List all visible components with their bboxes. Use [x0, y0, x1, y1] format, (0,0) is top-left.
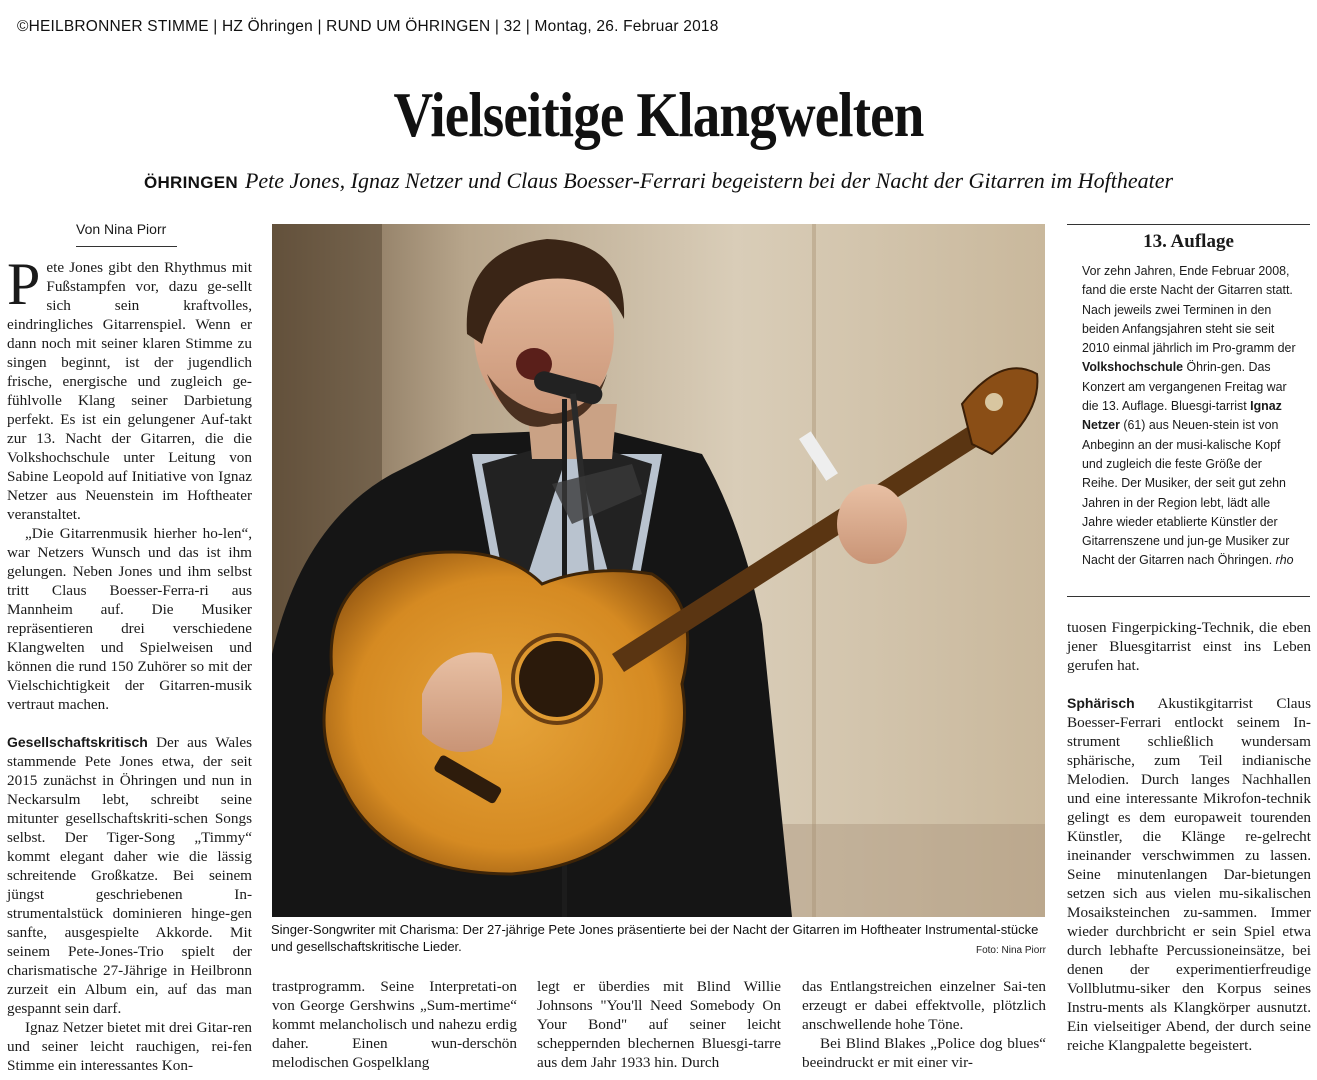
article-column-1: [7, 251, 253, 1075]
article-column-4: [802, 977, 1046, 1072]
info-box-rule: [1067, 596, 1310, 597]
info-text: Vor zehn Jahren, Ende Februar 2008, fand die erste Nacht der Gitarren statt. Nach jeweils zwei Terminen in den beiden Anfangsjahren steht sie seit 2010 einmal jährlich im Pro-gramm der: [1082, 263, 1296, 356]
article-paragraph: „Die Gitarrenmusik hierher ho-len“, war Netzers Wunsch und das ist ihm gelungen. Neben Jones und ihm selbst tritt Claus Boesser-Ferra-ri aus Mannheim auf. Die Musiker repräsentieren drei verschiedene Klangwelten und Spielweisen und können die rund 150 Zuhörer so mit der Vielschichtigkeit der Gitarren-musik vertraut machen.: [7, 525, 252, 713]
guitarist-image: [272, 224, 1045, 917]
article-column-3: [537, 977, 781, 1072]
publication-header: ©HEILBRONNER STIMME | HZ Öhringen | RUND UM ÖHRINGEN | 32 | Montag, 26. Februar 2018: [17, 18, 719, 35]
subheadline: [0, 168, 1317, 194]
article-paragraph: legt er überdies mit Blind Willie Johnsons "You'll Need Somebody On Your Bond" auf seiner leicht scheppernden blechernen Bluesgi-tarre aus dem Jahr 1933 hin. Durch: [537, 978, 781, 1071]
article-paragraph: tuosen Fingerpicking-Technik, die eben jener Bluesgitarrist einst ins Leben gerufen hat.: [1067, 619, 1311, 674]
subheadline-text: Pete Jones, Ignaz Netzer und Claus Boesser-Ferrari begeistern bei der Nacht der Gitarren im Hoftheater: [244, 168, 1174, 193]
info-text: Öhrin-gen. Das Konzert am vergangenen Freitag war die 13. Auflage. Bluesgi-tarrist: [1082, 359, 1287, 414]
article-paragraph: Ignaz Netzer bietet mit drei Gitar-ren und seiner leicht rauchigen, rei-fen Stimme ein interessantes Kon-: [7, 1019, 252, 1074]
author-sign: rho: [1275, 552, 1294, 568]
info-text: (61) aus Neuen-stein ist von Anbeginn an der musi-kalische Kopf und zugleich die feste Größe der Reihe. Der Musiker, der seit gut zehn Jahren in der Region lebt, lädt alle Jahre wieder etablierte Künstler der Gitarrenszene und jun-ge Musiker zur Nacht der Gitarren nach Öhringen.: [1082, 417, 1290, 568]
article-paragraph: trastprogramm. Seine Interpretati-on von George Gershwins „Sum-mertime“ kommt melancholisch und nahezu erdig daher. Einen wun-derschön melodischen Gospelklang: [272, 978, 517, 1071]
paragraph-text: Akustikgitarrist Claus Boesser-Ferrari entlockt seinem In-strument schließlich wundersam sphärische, zum Teil indianische Melodien. Durch langes Nachhallen und eine interessante Mikrofon-technik gelingt es dem europaweit tourenden Künstler, die Klänge re-gelrecht ineinander verschwimmen zu lassen. Seine minutenlangen Dar-bietungen setzen sich aus vielen mu-sikalischen Mosaiksteinchen zu-sammen. Immer wieder durchbricht er sein Spiel etwa durch lebhafte Percussioneinsätze, bei denen der experimentierfreudige Vollblutmu-siker den Korpus seines Instru-ments als Klangkörper ausnutzt. Ein vielseitiger Abend, der durch seine reiche Klangpalette begeistert.: [1067, 695, 1311, 1054]
drop-cap: P: [7, 251, 41, 317]
info-box-text: [1082, 261, 1296, 570]
paragraph-text: Der aus Wales stammende Pete Jones etwa, der seit 2015 zunächst in Öhringen und nun in Neckarsulm lebt, schreibt seine mitunter gesellschaftskriti-schen Songs selbst. Der Tiger-Song „Timmy“ kommt elegant daher wie die lässig schreitende Großkatze. Bei seinem jüngst geschriebenen In-strumentalstück dominieren hinge-gen sanfte, ausgespielte Akkorde. Mit seinem Pete-Jones-Trio spielt der charismatische 27-Jährige in Heilbronn zurzeit ein Album ein, auf das man gespannt sein darf.: [7, 734, 253, 1017]
article-paragraph: [1067, 694, 1311, 1055]
byline-rule: [76, 246, 177, 247]
byline: Von Nina Piorr: [76, 221, 167, 237]
article-paragraph: [7, 733, 252, 1018]
article-paragraph: Bei Blind Blakes „Police dog blues“ beeindruckt er mit einer vir-: [802, 1035, 1046, 1071]
article-paragraph: das Entlangstreichen einzelner Sai-ten erzeugt er dabei effektvolle, plötzlich anschwellende hohe Töne.: [802, 978, 1046, 1033]
article-column-2: [272, 977, 517, 1072]
paragraph-text: ete Jones gibt den Rhythmus mit Fußstampfen vor, dazu ge-sellt sich sein kraftvolles, eindringliches Gitarrenspiel. Wenn er dann noch mit seiner klaren Stimme zu singen beginnt, ist der jugendlich frische, energische und zugleich ge-fühlvolle Klang seiner Darbietung perfekt. Es ist ein gelungener Auf-takt zur 13. Nacht der Gitarren, die die Volkshochschule unter Leitung von Sabine Leopold auf Initiative von Ignaz Netzer aus Neuenstein im Hoftheater veranstaltet.: [7, 259, 252, 523]
article-column-5: [1067, 618, 1311, 1055]
article-paragraph: [7, 251, 252, 524]
location-kicker: ÖHRINGEN: [143, 173, 238, 192]
photo-caption: Singer-Songwriter mit Charisma: Der 27-jährige Pete Jones präsentierte bei der Nacht der Gitarren im Hoftheater Instrumental-stücke und gesellschaftskritische Lieder.: [271, 922, 1039, 954]
photo-credit: Foto: Nina Piorr: [975, 945, 1046, 956]
info-emphasis: Volkshochschule: [1082, 359, 1184, 375]
headline: Vielseitige Klangwelten: [393, 79, 924, 150]
subheading: Sphärisch: [1067, 695, 1135, 711]
info-emphasis: Ignaz Netzer: [1082, 398, 1282, 433]
info-box-title: 13. Auflage: [1143, 231, 1234, 252]
concert-photo: [272, 224, 1045, 917]
subheading: Gesellschaftskritisch: [7, 734, 148, 750]
